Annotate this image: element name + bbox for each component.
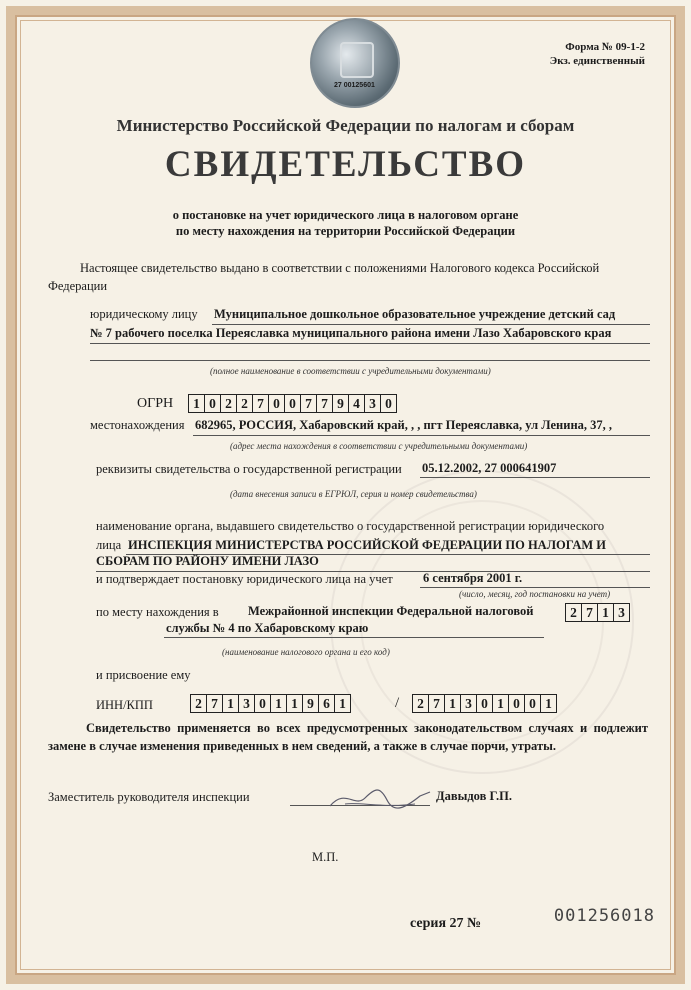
digit-cell: 1 bbox=[334, 694, 351, 713]
handwritten-signature bbox=[325, 778, 435, 818]
digit-cell: 7 bbox=[300, 394, 317, 413]
emblem-icon bbox=[340, 42, 374, 78]
registration-hint: (дата внесения записи в ЕГРЮЛ, серия и номер свидетельства) bbox=[230, 489, 477, 499]
issuer-label-1: наименование органа, выдавшего свидетельство о государственной регистрации юридического bbox=[96, 519, 605, 533]
digit-cell: 0 bbox=[380, 394, 397, 413]
entity-hint: (полное наименование в соответствии с учредительными документами) bbox=[210, 366, 491, 376]
entity-underline-3 bbox=[90, 360, 650, 361]
intro-text: Настоящее свидетельство выдано в соответствии с положениями Налогового кодекса Российской Федерации bbox=[48, 261, 600, 293]
tax-office-value-2: службы № 4 по Хабаровскому краю bbox=[166, 621, 369, 635]
digit-cell: 3 bbox=[238, 694, 255, 713]
tax-office-code bbox=[565, 603, 629, 622]
inn-kpp-separator: / bbox=[395, 695, 400, 711]
registration-value: 05.12.2002, 27 000641907 bbox=[422, 461, 557, 475]
digit-cell: 7 bbox=[206, 694, 223, 713]
form-number: Форма № 09-1-2 bbox=[565, 41, 645, 53]
serial-label: серия 27 № bbox=[410, 916, 482, 931]
digit-cell: 7 bbox=[252, 394, 269, 413]
entity-name-line-1: Муниципальное дошкольное образовательное учреждение детский сад bbox=[214, 307, 616, 321]
stamp-place: М.П. bbox=[312, 850, 339, 864]
tax-office-value-1: Межрайонной инспекции Федеральной налоговой bbox=[248, 604, 534, 618]
digit-cell: 7 bbox=[428, 694, 445, 713]
digit-cell: 3 bbox=[460, 694, 477, 713]
issuer-value-2: СБОРАМ ПО РАЙОНУ ИМЕНИ ЛАЗО bbox=[96, 554, 319, 568]
location-underline bbox=[193, 435, 650, 436]
digit-cell: 9 bbox=[332, 394, 349, 413]
confirm-label: и подтверждает постановку юридического лица на учет bbox=[96, 572, 393, 586]
tax-office-hint: (наименование налогового органа и его код) bbox=[222, 647, 390, 657]
digit-cell: 9 bbox=[302, 694, 319, 713]
location-value: 682965, РОССИЯ, Хабаровский край, , , пгт Переяславка, ул Ленина, 37, , bbox=[195, 418, 613, 432]
location-label: местонахождения bbox=[90, 418, 185, 432]
digit-cell: 1 bbox=[444, 694, 461, 713]
digit-cell: 6 bbox=[318, 694, 335, 713]
assign-text: и присвоение ему bbox=[96, 668, 191, 682]
digit-cell: 0 bbox=[508, 694, 525, 713]
ogrn-label: ОГРН bbox=[137, 396, 174, 411]
confirm-hint: (число, месяц, год постановки на учет) bbox=[459, 589, 611, 599]
tax-office-label: по месту нахождения в bbox=[96, 605, 219, 619]
digit-cell: 2 bbox=[190, 694, 207, 713]
registration-label: реквизиты свидетельства о государственной регистрации bbox=[96, 462, 402, 476]
entity-label: юридическому лицу bbox=[90, 307, 198, 321]
entity-name-line-2: № 7 рабочего поселка Переяславка муниципального района имени Лазо Хабаровского края bbox=[90, 326, 612, 340]
digit-cell: 3 bbox=[364, 394, 381, 413]
registration-underline bbox=[420, 477, 650, 478]
inn-kpp-label: ИНН/КПП bbox=[96, 698, 153, 712]
issuer-value-1: ИНСПЕКЦИЯ МИНИСТЕРСТВА РОССИЙСКОЙ ФЕДЕРАЦИИ ПО НАЛОГАМ И bbox=[128, 538, 606, 552]
digit-cell: 0 bbox=[284, 394, 301, 413]
issuer-label-2: лица bbox=[96, 538, 122, 552]
confirm-date: 6 сентября 2001 г. bbox=[423, 571, 523, 585]
digit-cell: 2 bbox=[565, 603, 582, 622]
digit-cell: 1 bbox=[188, 394, 205, 413]
inn-digits bbox=[190, 694, 350, 713]
digit-cell: 0 bbox=[268, 394, 285, 413]
document-title: СВИДЕТЕЛЬСТВО bbox=[164, 144, 527, 185]
ministry-name: Министерство Российской Федерации по налогам и сборам bbox=[116, 116, 575, 135]
digit-cell: 4 bbox=[348, 394, 365, 413]
tax-office-underline bbox=[164, 637, 544, 638]
digit-cell: 0 bbox=[524, 694, 541, 713]
signatory-name: Давыдов Г.П. bbox=[436, 789, 513, 803]
hologram-number: 27 00125601 bbox=[334, 82, 375, 89]
confirm-underline bbox=[420, 587, 650, 588]
digit-cell: 0 bbox=[254, 694, 271, 713]
document-subtitle bbox=[0, 207, 691, 239]
digit-cell: 0 bbox=[204, 394, 221, 413]
serial-number: 001256018 bbox=[553, 906, 655, 926]
signatory-label: Заместитель руководителя инспекции bbox=[48, 790, 250, 804]
digit-cell: 1 bbox=[270, 694, 287, 713]
entity-underline-1 bbox=[212, 324, 650, 325]
digit-cell: 2 bbox=[412, 694, 429, 713]
ogrn-digits bbox=[188, 394, 396, 413]
subtitle-line-2: по месту нахождения на территории Российской Федерации bbox=[175, 224, 516, 238]
entity-underline-2 bbox=[90, 343, 650, 344]
location-hint: (адрес места нахождения в соответствии с учредительными документами) bbox=[230, 441, 528, 451]
copy-label: Экз. единственный bbox=[549, 55, 645, 67]
form-info bbox=[550, 40, 645, 68]
digit-cell: 1 bbox=[540, 694, 557, 713]
kpp-digits bbox=[412, 694, 556, 713]
digit-cell: 7 bbox=[581, 603, 598, 622]
digit-cell: 1 bbox=[492, 694, 509, 713]
digit-cell: 1 bbox=[286, 694, 303, 713]
digit-cell: 3 bbox=[613, 603, 630, 622]
digit-cell: 2 bbox=[236, 394, 253, 413]
digit-cell: 7 bbox=[316, 394, 333, 413]
digit-cell: 0 bbox=[476, 694, 493, 713]
digit-cell: 1 bbox=[222, 694, 239, 713]
digit-cell: 1 bbox=[597, 603, 614, 622]
digit-cell: 2 bbox=[220, 394, 237, 413]
validity-statement: Свидетельство применяется во всех предусмотренных законодательством случаях и подлежит замене в случае изменения приведенных в нем сведений, а также в случае порчи, утраты. bbox=[48, 721, 648, 753]
hologram-seal bbox=[310, 18, 400, 108]
subtitle-line-1: о постановке на учет юридического лица в налоговом органе bbox=[172, 208, 519, 222]
